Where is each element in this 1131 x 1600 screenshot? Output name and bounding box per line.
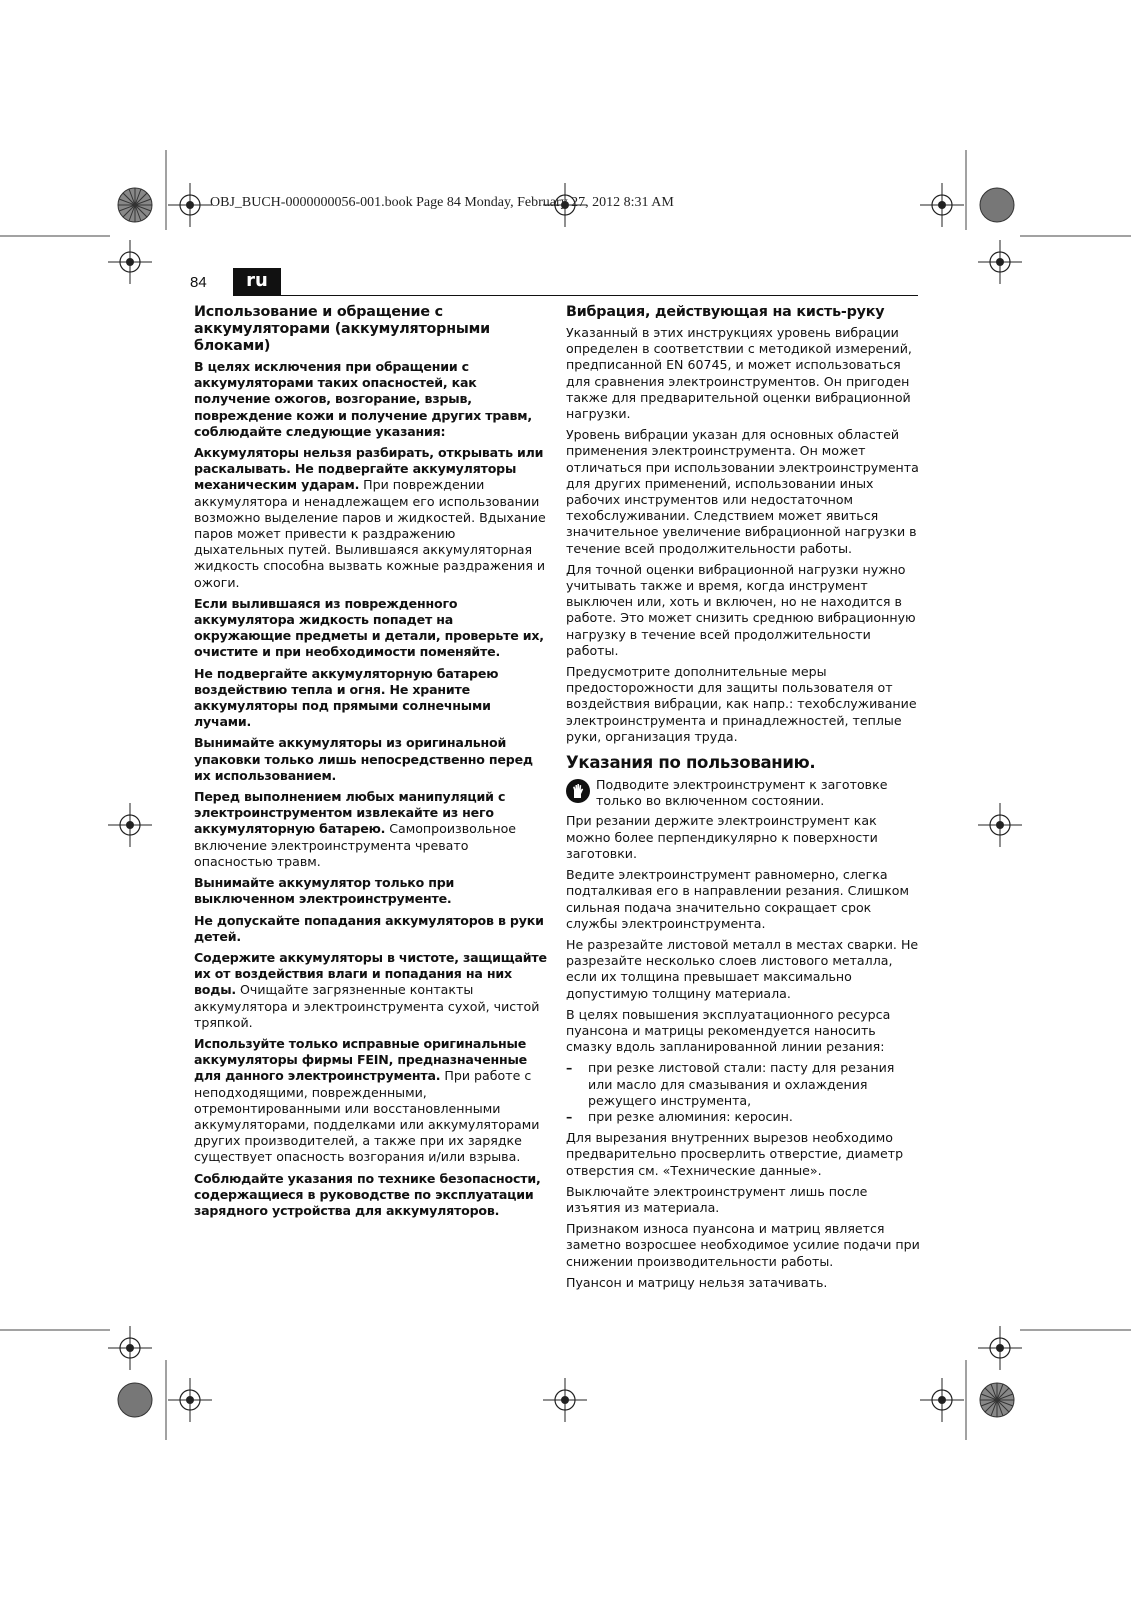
list-item xyxy=(566,1060,921,1109)
battery-section-heading: Использование и обращение с аккумуляторами (аккумуляторными блоками) xyxy=(194,304,490,354)
battery-p3: Не подвергайте аккумуляторную батарею воздействию тепла и огня. Не храните аккумуляторы под прямыми солнечными лучами. xyxy=(194,665,499,730)
list-item-text: при резке алюминия: керосин. xyxy=(588,1108,793,1124)
page-number: 84 xyxy=(190,274,207,291)
usage-heading: Указания по пользованию. xyxy=(566,753,816,773)
battery-p5-bold: Перед выполнением любых манипуляций с электроинструментом извлекайте из него аккумуляторную батарею. xyxy=(194,789,506,837)
left-column xyxy=(194,304,549,1224)
vibration-heading: Вибрация, действующая на кисть-руку xyxy=(566,304,885,320)
list-dash: – xyxy=(566,1060,573,1076)
usage-p7: Признаком износа пуансона и матриц является заметно возросшее необходимое усилие подачи при снижении производительности работы. xyxy=(566,1221,920,1269)
vibration-p2: Уровень вибрации указан для основных областей применения электроинструмента. Он может отличаться при использовании электроинструмента для других применений, использовании иных рабочих инструментов или недостаточном техобслуживании. Следствием может явиться значительное увеличение вибрационной нагрузки в течение всей продолжительности работы. xyxy=(566,427,919,556)
lubrication-list xyxy=(566,1060,921,1125)
usage-note xyxy=(566,777,921,809)
vibration-p1: Указанный в этих инструкциях уровень вибрации определен в соответствии с методикой измерений, предписанной EN 60745, и может использоваться для сравнения электроинструментов. Он пригоден также для предварительной оценки вибрационной нагрузки. xyxy=(566,325,912,422)
battery-p5 xyxy=(194,789,549,870)
battery-p1-text: При повреждении аккумулятора и ненадлежащем его использовании возможно выделение паров и жидкостей. Вдыхание паров может привести к раздражению дыхательных путей. Вылившаяся аккумуляторная жидкость способна вызвать кожные раздражения и ожоги. xyxy=(194,477,546,590)
language-tab: ru xyxy=(233,268,281,295)
battery-p8-text: Очищайте загрязненные контакты аккумулятора и электроинструмента сухой, чистой тряпкой. xyxy=(194,982,540,1030)
vibration-p4: Предусмотрите дополнительные меры предосторожности для защиты пользователя от воздействия вибрации, как напр.: техобслуживание электроинструмента и принадлежностей, теплые руки, организация труда. xyxy=(566,664,917,744)
usage-p4: В целях повышения эксплуатационного ресурса пуансона и матрицы рекомендуется наносить смазку вдоль запланированной линии резания: xyxy=(566,1006,891,1055)
list-dash: – xyxy=(566,1108,573,1124)
battery-p2: Если вылившаяся из поврежденного аккумулятора жидкость попадет на окружающие предметы и детали, проверьте их, очистите и при необходимости поменяйте. xyxy=(194,595,544,660)
usage-p2: Ведите электроинструмент равномерно, слегка подталкивая его в направлении резания. Слишком сильная подача значительно сокращает срок службы электроинструмента. xyxy=(566,867,910,931)
battery-p9-bold: Используйте только исправные оригинальные аккумуляторы фирмы FEIN, предназначенные для данного электроинструмента. xyxy=(194,1035,528,1084)
vibration-p3: Для точной оценки вибрационной нагрузки нужно учитывать также и время, когда инструмент выключен или, хоть и включен, но не находится в работе. Это может снизить среднюю вибрационную нагрузку в течение всей продолжительности работы. xyxy=(566,561,916,658)
battery-intro: В целях исключения при обращении с аккумуляторами таких опасностей, как получение ожогов, возгорание, взрыв, повреждение кожи и получение других травм, соблюдайте следующие указания: xyxy=(194,359,532,439)
book-header-line: OBJ_BUCH-0000000056-001.book Page 84 Monday, February 27, 2012 8:31 AM xyxy=(210,195,674,210)
battery-p7: Не допускайте попадания аккумуляторов в руки детей. xyxy=(194,912,544,944)
usage-p8: Пуансон и матрицу нельзя затачивать. xyxy=(566,1274,828,1290)
battery-p8-bold: Содержите аккумуляторы в чистоте, защищайте их от воздействия влаги и попадания на них воды. xyxy=(194,949,547,998)
battery-p1-bold: Аккумуляторы нельзя разбирать, открывать или раскалывать. Не подвергайте аккумуляторы механическим ударам. xyxy=(194,445,544,493)
usage-p1: При резании держите электроинструмент как можно более перпендикулярно к поверхности заготовки. xyxy=(566,813,878,861)
usage-p3: Не разрезайте листовой металл в местах сварки. Не разрезайте несколько слоев листового металла, если их толщина превышает максимально допустимую толщину материала. xyxy=(566,936,919,1001)
battery-p1 xyxy=(194,445,549,591)
usage-p6: Выключайте электроинструмент лишь после изъятия из материала. xyxy=(566,1183,868,1215)
list-item-text: при резке листовой стали: пасту для резания или масло для смазывания и охлаждения режущего инструмента, xyxy=(588,1060,895,1108)
battery-p4: Вынимайте аккумуляторы из оригинальной упаковки только лишь непосредственно перед их использованием. xyxy=(194,735,533,783)
battery-p9-text: При работе с неподходящими, поврежденными, отремонтированными или восстановленными аккумуляторами, подделками или аккумуляторами других производителей, а также при их зарядке существует опасность возгорания и/или взрыва. xyxy=(194,1068,540,1165)
usage-note-text: Подводите электроинструмент к заготовке только во включенном состоянии. xyxy=(596,777,888,809)
battery-p5-text: Самопроизвольное включение электроинструмента чревато опасностью травм. xyxy=(194,821,517,869)
battery-p9 xyxy=(194,1036,549,1166)
glove-hand-icon xyxy=(566,779,590,803)
list-item xyxy=(566,1109,921,1125)
battery-p10: Соблюдайте указания по технике безопасности, содержащиеся в руководстве по эксплуатации зарядного устройства для аккумуляторов. xyxy=(194,1170,541,1218)
right-column xyxy=(566,304,921,1296)
usage-p5: Для вырезания внутренних вырезов необходимо предварительно просверлить отверстие, диаметр отверстия см. «Технические данные». xyxy=(566,1130,904,1178)
battery-p8 xyxy=(194,950,549,1031)
battery-p6: Вынимайте аккумулятор только при выключенном электроинструменте. xyxy=(194,875,455,907)
top-rule xyxy=(233,295,918,296)
